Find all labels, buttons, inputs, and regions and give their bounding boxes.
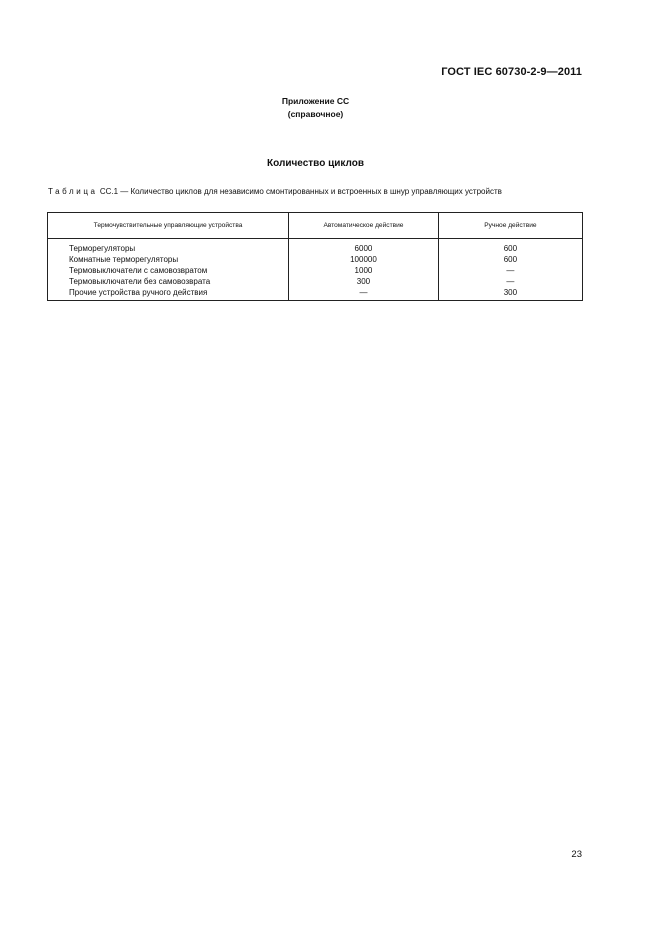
cycles-table <box>47 212 583 301</box>
table-body-row <box>48 239 583 301</box>
table-row-manual: — <box>506 266 515 275</box>
table-row-automatic: 1000 <box>354 266 373 275</box>
table-row-device: Термовыключатели с самовозвратом <box>69 266 208 275</box>
table-row-automatic: 6000 <box>354 244 373 253</box>
table-header-row <box>48 213 583 239</box>
device-column <box>48 239 289 301</box>
table-row-manual: 600 <box>503 244 518 253</box>
table-caption-text: CC.1 — Количество циклов для независимо смонтированных и встроенных в шнур управляющих устройств <box>99 187 502 196</box>
table-row-device: Терморегуляторы <box>69 244 136 253</box>
section-title: Количество циклов <box>267 158 364 169</box>
table-row-manual: 600 <box>503 255 518 264</box>
header-automatic: Автоматическое действие <box>289 213 439 239</box>
annex-title: Приложение CC <box>281 96 350 106</box>
table-row-automatic: — <box>359 288 368 297</box>
table-caption-label: Таблица <box>48 187 98 196</box>
automatic-column <box>289 239 439 301</box>
table-row-manual: — <box>506 277 515 286</box>
table-row-device: Термовыключатели без самовозврата <box>69 277 211 286</box>
header-manual: Ручное действие <box>438 213 582 239</box>
annex-subtitle: (справочное) <box>287 109 344 119</box>
table-row-automatic: 100000 <box>350 255 377 264</box>
page-number: 23 <box>571 849 582 860</box>
standard-designation: ГОСТ IEC 60730-2-9—2011 <box>441 66 582 78</box>
table-row-manual: 300 <box>503 288 518 297</box>
table-caption <box>48 186 583 197</box>
header-device: Термочувствительные управляющие устройства <box>48 213 289 239</box>
table-row-automatic: 300 <box>356 277 371 286</box>
table-row-device: Прочие устройства ручного действия <box>69 288 208 297</box>
table-row-device: Комнатные терморегуляторы <box>69 255 179 264</box>
manual-column <box>438 239 582 301</box>
